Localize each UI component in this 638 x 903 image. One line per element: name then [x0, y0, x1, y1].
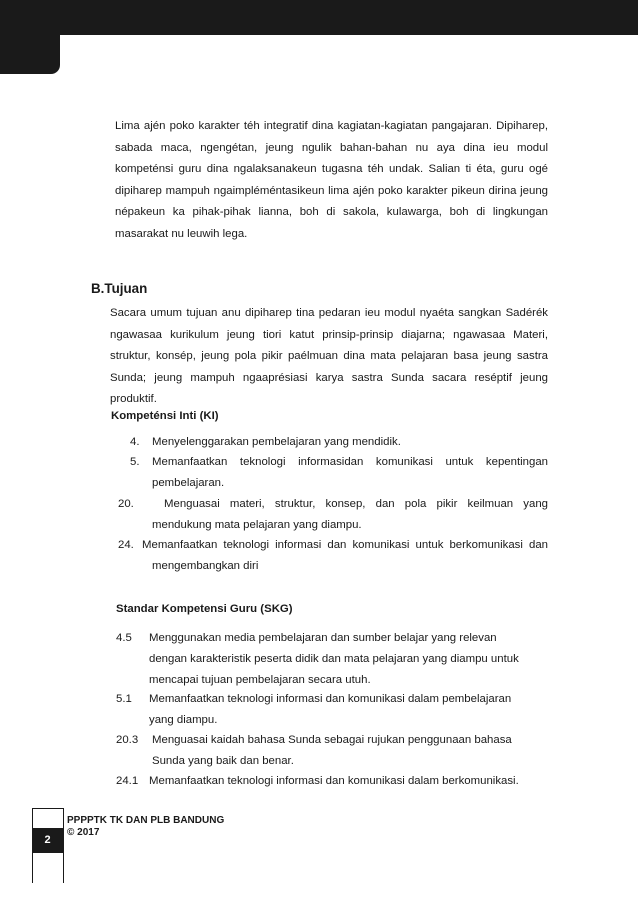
skg-item-continuation: yang diampu.	[149, 714, 218, 726]
ki-item-text: Memanfaatkan teknologi informasidan komunikasi untuk kepentingan	[152, 456, 548, 468]
footer-copyright: © 2017	[67, 827, 100, 838]
intro-paragraph: Lima ajén poko karakter téh integratif dina kagiatan-kagiatan pangajaran. Dipiharep, sabada maca, ngengétan, jeung ngulik bahan-bahan nu aya dina ieu modul kompeténsi guru dina ngalaksanakeun tugasna téh undak. Salian ti éta, guru ogé dipiharep mampuh ngaimpléméntasikeun lima ajén poko karakter pikeun dirina jeung népakeun ka pihak-pihak lianna, boh di sakola, kulawarga, boh di lingkungan masarakat nu leuwih lega.	[115, 120, 548, 240]
skg-heading: Standar Kompetensi Guru (SKG)	[116, 603, 293, 615]
ki-item	[130, 432, 548, 453]
section-heading-tujuan: B.Tujuan	[91, 281, 148, 296]
skg-item-continuation: dengan karakteristik peserta didik dan mata pelajaran yang diampu untuk	[149, 653, 519, 665]
ki-item-number: 4.	[130, 436, 140, 448]
header-bar	[0, 0, 638, 35]
skg-item	[116, 771, 546, 792]
skg-item-number: 20.3	[116, 734, 139, 746]
skg-item	[116, 628, 536, 691]
ki-item-text: Memanfaatkan teknologi informasi dan komunikasi untuk berkomunikasi dan	[142, 539, 548, 551]
skg-item-continuation: mencapai tujuan pembelajaran secara utuh.	[149, 674, 371, 686]
ki-item	[130, 452, 548, 494]
footer-publisher	[67, 815, 224, 839]
ki-item-continuation: mendukung mata pelajaran yang diampu.	[152, 519, 362, 531]
skg-item-text: Memanfaatkan teknologi informasi dan komunikasi dalam pembelajaran	[149, 693, 512, 705]
ki-item	[118, 535, 548, 577]
skg-item-number: 5.1	[116, 693, 132, 705]
header-tab	[0, 0, 60, 74]
ki-item-continuation: pembelajaran.	[152, 477, 225, 489]
skg-item-text: Menggunakan media pembelajaran dan sumber belajar yang relevan	[149, 632, 497, 644]
ki-item-continuation: mengembangkan diri	[152, 560, 259, 572]
skg-item-text: Memanfaatkan teknologi informasi dan komunikasi dalam berkomunikasi.	[149, 775, 519, 787]
skg-item-number: 24.1	[116, 775, 139, 787]
skg-item	[116, 689, 536, 731]
ki-heading: Kompeténsi Inti (KI)	[111, 410, 219, 422]
skg-item-continuation: Sunda yang baik dan benar.	[152, 755, 294, 767]
ki-item-number: 20.	[118, 498, 134, 510]
tujuan-paragraph: Sacara umum tujuan anu dipiharep tina pedaran ieu modul nyaéta sangkan Sadérék ngawasaa kurikulum jeung tiori katut prinsip-prinsip diajarna; ngawasaa Materi, struktur, konsép, jeung pola pikir paélmuan dina mata pelajaran basa jeung sastra Sunda; jeung mampuh ngaaprésiasi karya sastra Sunda sacara reséptif jeung produktif.	[110, 307, 548, 405]
page-number: 2	[32, 828, 63, 853]
ki-item-number: 5.	[130, 456, 140, 468]
skg-item	[116, 730, 536, 772]
ki-item	[118, 494, 548, 536]
footer-publisher-line: PPPPTK TK DAN PLB BANDUNG	[67, 815, 225, 826]
ki-item-text: Menyelenggarakan pembelajaran yang mendidik.	[152, 436, 401, 448]
skg-item-text: Menguasai kaidah bahasa Sunda sebagai rujukan penggunaan bahasa	[152, 734, 512, 746]
ki-item-text: Menguasai materi, struktur, konsep, dan pola pikir keilmuan yang	[164, 498, 548, 510]
ki-item-number: 24.	[118, 539, 134, 551]
skg-item-number: 4.5	[116, 632, 132, 644]
